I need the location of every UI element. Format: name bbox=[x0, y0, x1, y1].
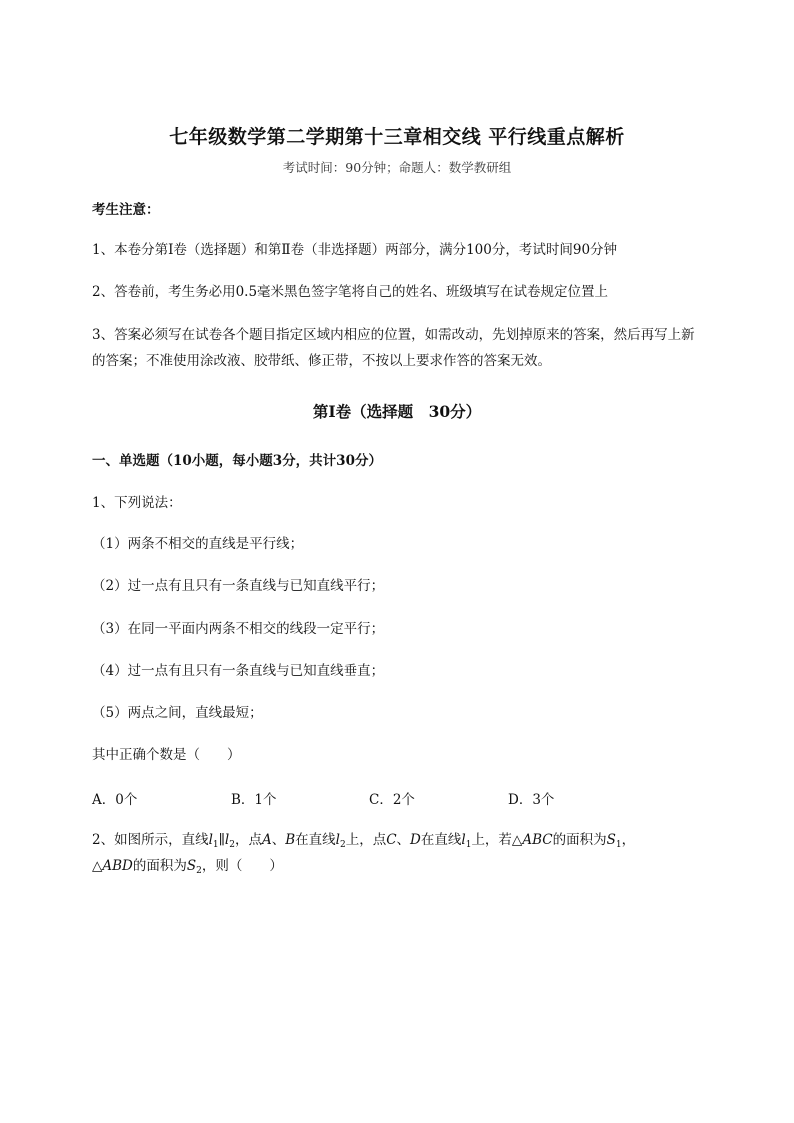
q2-line-l2: l bbox=[224, 832, 230, 848]
q1-option-d[interactable]: D．3个 bbox=[508, 792, 555, 808]
q2-parallel-symbol: ∥ bbox=[218, 832, 225, 848]
q1-option-c[interactable]: C．2个 bbox=[369, 792, 415, 808]
q2-text: 的面积为 bbox=[132, 858, 187, 874]
q1-statement-1: （1）两条不相交的直线是平行线； bbox=[92, 536, 304, 552]
q2-text: 、 bbox=[271, 832, 286, 848]
notice-item-3-cont: 的答案；不准使用涂改液、胶带纸、修正带，不按以上要求作答的答案无效。 bbox=[92, 353, 551, 369]
q2-text: △ bbox=[92, 858, 103, 874]
q1-statement-2: （2）过一点有且只有一条直线与已知直线平行； bbox=[92, 578, 385, 594]
q2-text: 、 bbox=[396, 832, 411, 848]
q1-stem: 1、下列说法： bbox=[92, 495, 182, 511]
q2-stem-line2 bbox=[92, 856, 283, 876]
q2-subscript: 1 bbox=[465, 840, 472, 850]
q2-text: ，点 bbox=[234, 832, 262, 848]
q2-text: 在直线 bbox=[420, 832, 462, 848]
exam-info: 考试时间：90分钟；命题人：数学教研组 bbox=[282, 160, 512, 175]
q2-point-c: C bbox=[386, 832, 397, 848]
part-heading: 一、单选题（10小题，每小题3分，共计30分） bbox=[92, 453, 382, 469]
q1-statement-5: （5）两点之间，直线最短； bbox=[92, 705, 263, 721]
q2-triangle-abd: ABD bbox=[102, 858, 133, 874]
q2-subscript: 2 bbox=[229, 840, 235, 850]
q2-line-l1: l bbox=[208, 832, 213, 848]
q2-text: 在直线 bbox=[295, 832, 336, 848]
q2-text: ，则（ ） bbox=[201, 858, 283, 874]
q1-prompt: 其中正确个数是（ ） bbox=[92, 747, 241, 763]
q1-option-b[interactable]: B．1个 bbox=[231, 792, 277, 808]
q2-text: ， bbox=[621, 832, 636, 848]
q2-text: 的面积为 bbox=[552, 832, 607, 848]
q2-subscript: 1 bbox=[615, 840, 622, 850]
q1-option-a[interactable]: A．0个 bbox=[92, 792, 138, 808]
q2-point-d: D bbox=[410, 832, 421, 848]
q2-text: 上，点 bbox=[345, 832, 387, 848]
notice-item-3: 3、答案必须写在试卷各个题目指定区域内相应的位置，如需改动，先划掉原来的答案，然后再写上新 bbox=[92, 327, 695, 343]
page-title: 七年级数学第二学期第十三章相交线 平行线重点解析 bbox=[169, 126, 625, 148]
q2-subscript: 2 bbox=[339, 840, 346, 850]
q2-text: 上，若△ bbox=[471, 832, 523, 848]
section-title: 第I卷（选择题 30分） bbox=[312, 402, 482, 421]
notice-heading: 考生注意： bbox=[92, 202, 160, 218]
q2-triangle-abc: ABC bbox=[522, 832, 553, 848]
notice-item-1: 1、本卷分第I卷（选择题）和第Ⅱ卷（非选择题）两部分，满分100分，考试时间90分钟 bbox=[92, 242, 618, 258]
q1-statement-3: （3）在同一平面内两条不相交的线段一定平行； bbox=[92, 621, 385, 637]
q2-text: 2、如图所示，直线 bbox=[92, 832, 209, 848]
q2-area-s1: S bbox=[606, 832, 616, 848]
q2-subscript: 2 bbox=[196, 866, 202, 876]
q2-point-b: B bbox=[285, 832, 296, 848]
q2-stem-line1 bbox=[92, 830, 635, 850]
q2-point-a: A bbox=[261, 832, 272, 848]
q2-area-s2: S bbox=[186, 858, 197, 874]
q2-subscript: 1 bbox=[212, 840, 219, 850]
q2-line-l2: l bbox=[335, 832, 340, 848]
q2-line-l1: l bbox=[461, 832, 466, 848]
notice-item-2: 2、答卷前，考生务必用0.5毫米黑色签字笔将自己的姓名、班级填写在试卷规定位置上 bbox=[92, 284, 609, 300]
q1-statement-4: （4）过一点有且只有一条直线与已知直线垂直； bbox=[92, 663, 385, 679]
